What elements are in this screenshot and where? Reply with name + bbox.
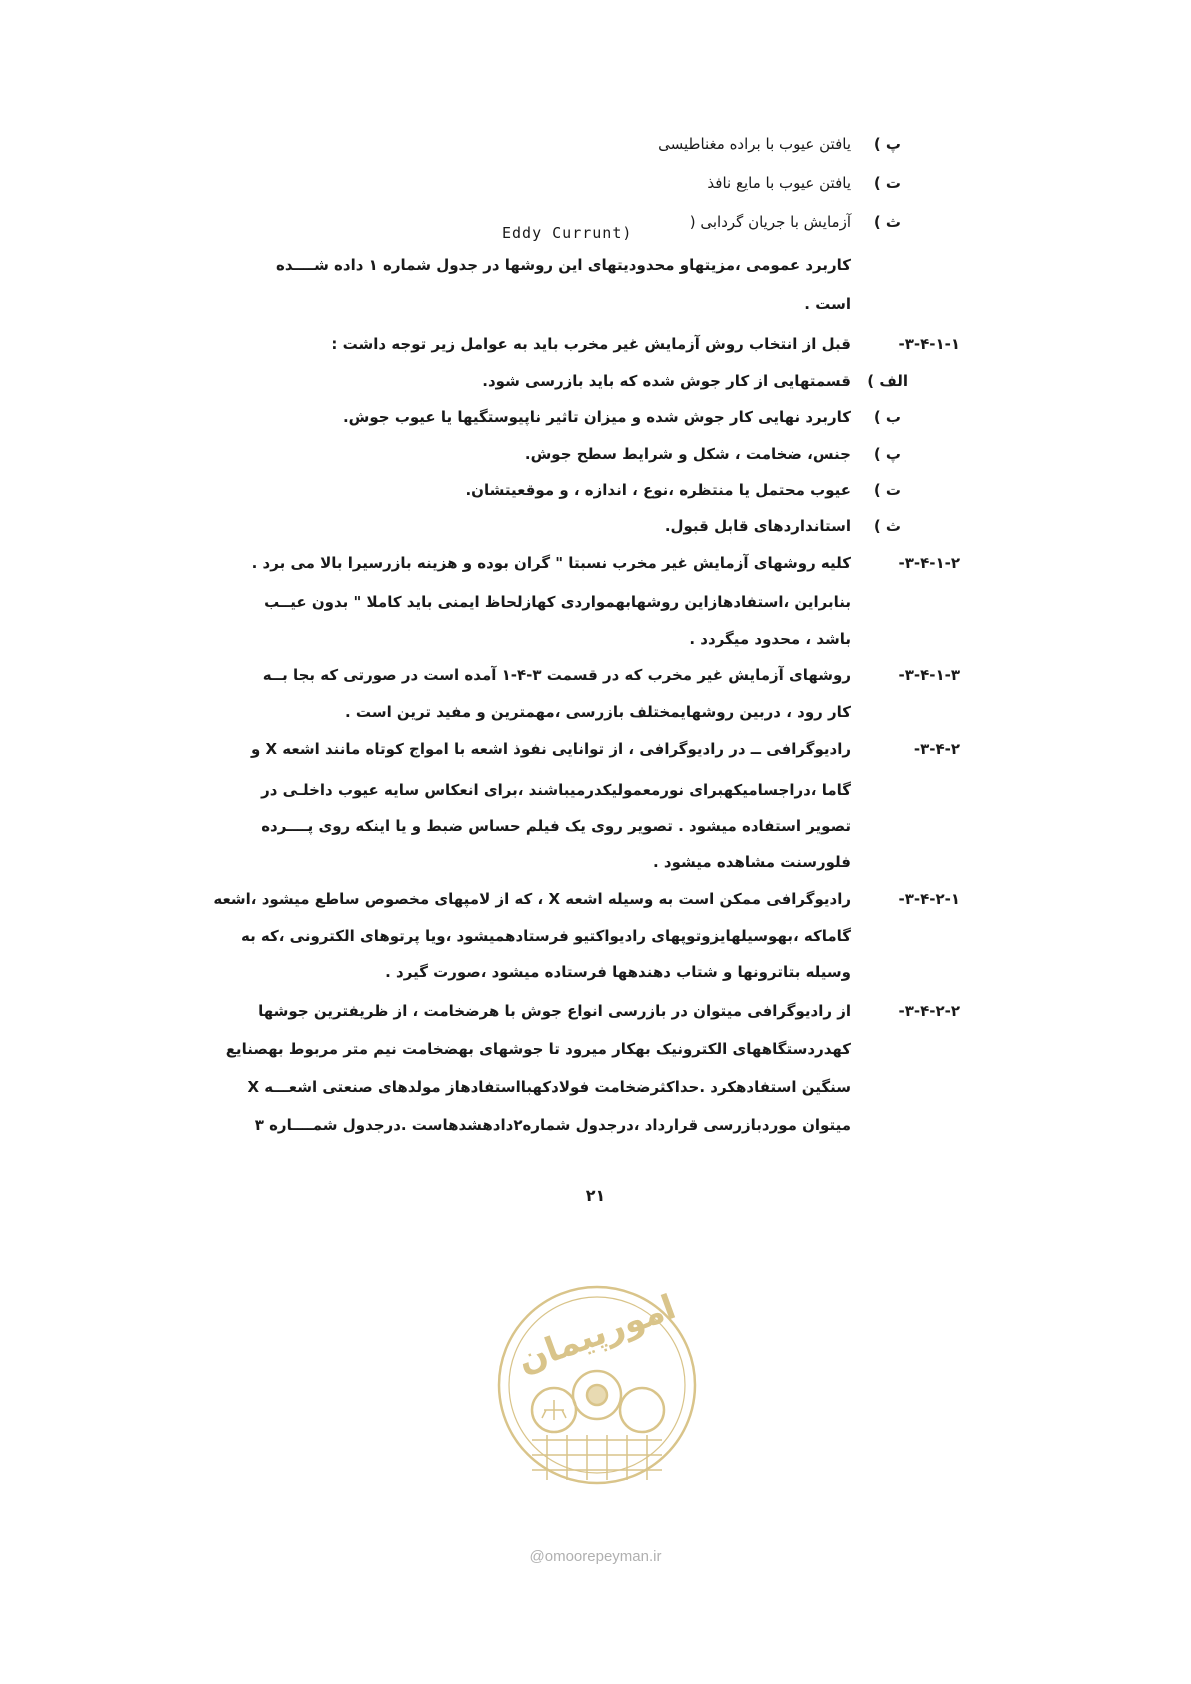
watermark-logo-text: امورپیمان: [512, 1287, 681, 1382]
general-para-line: کاربرد عمومی ،مزیتهاو محدودیتهای این روشها در جدول شماره ۱ داده شــــده: [276, 256, 851, 274]
subitem-marker: پ ): [873, 445, 901, 463]
item-marker: ث ): [873, 213, 901, 231]
subitem-text: استانداردهای قابل قبول.: [664, 517, 851, 535]
subitem-text: قسمتهایی از کار جوش شده که باید بازرسی شود.: [482, 372, 851, 390]
section-line: میتوان موردبازرسی قرارداد ،درجدول شماره۲دادهشدهاست .درجدول شمــــاره ۳: [254, 1116, 851, 1134]
section-line: کلیه روشهای آزمایش غیر مخرب نسبتا " گران بوده و هزینه بازرسیرا بالا می برد .: [251, 554, 851, 572]
page-number: ۲۱: [585, 1186, 606, 1205]
subitem-marker: ب ): [873, 408, 901, 426]
item-text: یافتن عیوب با براده مغناطیسی: [658, 135, 851, 153]
section-line: از رادیوگرافی میتوان در بازرسی انواع جوش با هرضخامت ، از ظریفترین جوشها: [258, 1002, 851, 1020]
watermark-logo: [492, 1240, 702, 1530]
section-line: بنابراین ،استفادهازاین روشهابهمواردی کهازلحاظ ایمنی باید کاملا " بدون عیــب: [264, 593, 851, 611]
watermark-url: @omoorepeyman.ir: [529, 1548, 662, 1565]
section-line: رادیوگرافی ممکن است به وسیله اشعه X ، که از لامپهای مخصوص ساطع میشود ،اشعه: [213, 890, 851, 908]
subitem-marker: ت ): [873, 481, 901, 499]
subitem-marker: الف ): [867, 372, 908, 390]
section-line: کار رود ، دربین روشهایمختلف بازرسی ،مهمترین و مفید ترین است .: [345, 703, 851, 721]
section-line: باشد ، محدود میگردد .: [689, 630, 851, 648]
section-line: وسیله بتاترونها و شتاب دهندهها فرستاده میشود ،صورت گیرد .: [385, 963, 851, 981]
section-line: رادیوگرافی ــ در رادیوگرافی ، از توانایی نفوذ اشعه با امواج کوتاه مانند اشعه X و: [250, 740, 851, 758]
section-line: گاماکه ،بهوسیلهایزوتوپهای رادیواکتیو فرستادهمیشود ،ویا پرتوهای الکترونی ،که به: [240, 927, 851, 945]
section-number: ۳-۴-۲-: [913, 740, 960, 758]
subitem-marker: ث ): [873, 517, 901, 535]
section-line: روشهای آزمایش غیر مخرب که در قسمت ۳-۴-۱ آمده است در صورتی که بجا بــه: [262, 666, 851, 684]
section-line: فلورسنت مشاهده میشود .: [653, 853, 851, 871]
subitem-text: جنس، ضخامت ، شکل و شرایط سطح جوش.: [524, 445, 851, 463]
item-marker: پ ): [873, 135, 901, 153]
item-text: یافتن عیوب با مایع نافذ: [707, 174, 851, 192]
section-number: ۳-۴-۱-۳-: [898, 666, 960, 684]
section-line: گاما ،دراجسامیکهبرای نورمعمولیکدرمیباشند ،برای انعکاس سایه عیوب داخلـی در: [261, 781, 851, 799]
section-number: ۳-۴-۱-۲-: [898, 554, 960, 572]
section-text: قبل از انتخاب روش آزمایش غیر مخرب باید به عوامل زیر توجه داشت :: [331, 335, 851, 353]
general-para-line: است .: [804, 295, 851, 313]
item-text: آزمایش با جریان گردابی (: [689, 213, 851, 231]
subitem-text: عیوب محتمل یا منتظره ،نوع ، اندازه ، و موقعیتشان.: [465, 481, 851, 499]
section-number: ۳-۴-۲-۱-: [898, 890, 960, 908]
item-marker: ت ): [873, 174, 901, 192]
section-number: ۳-۴-۱-۱-: [898, 335, 960, 353]
section-line: کهدردستگاههای الکترونیک بهکار میرود تا جوشهای بهضخامت نیم متر مربوط بهصنایع: [225, 1040, 851, 1058]
section-line: سنگین استفادهکرد .حداکثرضخامت فولادکهبااستفادهاز مولدهای صنعتی اشعـــه X: [247, 1078, 851, 1096]
section-line: تصویر استفاده میشود . تصویر روی یک فیلم حساس ضبط و یا اینکه روی پــــرده: [261, 817, 851, 835]
subitem-text: کاربرد نهایی کار جوش شده و میزان تاثیر ناپیوستگیها یا عیوب جوش.: [342, 408, 851, 426]
eddy-current-latin: Eddy Currunt): [502, 224, 633, 242]
section-number: ۳-۴-۲-۲-: [898, 1002, 960, 1020]
